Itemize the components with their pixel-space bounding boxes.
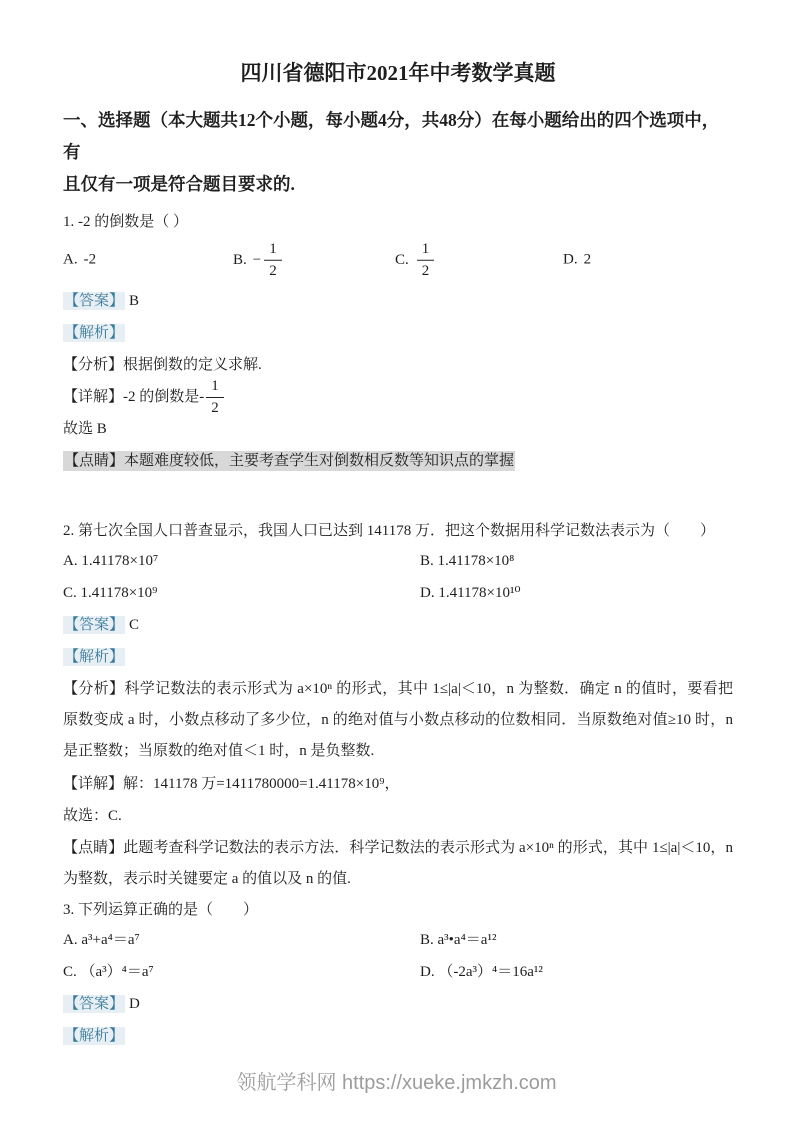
q2-dianjing: 【点睛】此题考查科学记数法的表示方法．科学记数法的表示形式为 a×10ⁿ 的形式，其中 1≤|a|＜10，n 为整数，表示时关键要定 a 的值以及 n 的值. <box>63 840 733 887</box>
jiexi-tag: 【解析】 <box>64 325 125 341</box>
q1-option-d <box>563 252 591 269</box>
q1-option-a-label: A. <box>63 251 78 268</box>
fraction-numerator: 1 <box>264 240 282 261</box>
q3-option-a: A. a³+a⁴＝a⁷ <box>63 932 140 948</box>
fraction-denominator: 2 <box>421 262 430 279</box>
q3-option-b: B. a³•a⁴＝a¹² <box>420 932 497 948</box>
q1-guxuan: 故选 B <box>63 421 107 437</box>
q2-guxuan: 故选：C. <box>63 808 122 824</box>
fraction-denominator: 2 <box>211 400 219 417</box>
answer-tag: 【答案】 <box>64 617 125 633</box>
fraction-numerator: 1 <box>206 377 224 398</box>
q1-options <box>63 237 733 283</box>
jiexi-tag: 【解析】 <box>64 649 125 665</box>
fraction <box>206 377 224 418</box>
q1-xiangjie-text: 【详解】-2 的倒数是- <box>63 389 205 405</box>
page-content <box>63 58 733 1053</box>
section-header-line1: 一、选择题（本大题共12个小题，每小题4分，共48分）在每小题给出的四个选项中，有 <box>63 110 720 162</box>
minus-sign: − <box>252 251 262 268</box>
q2-option-d: D. 1.41178×10¹⁰ <box>420 585 521 601</box>
q3-answer-line <box>63 989 733 1019</box>
q2-options-row2 <box>63 578 733 608</box>
q3-options-row1 <box>63 925 733 955</box>
q1-dianjing-highlight: 【点睛】本题难度较低，主要考查学生对倒数相反数等知识点的掌握 <box>64 453 515 469</box>
q1-fenxi: 【分析】根据倒数的定义求解. <box>63 357 262 373</box>
q2-answer-value: C <box>129 617 140 633</box>
q3-options-row2 <box>63 957 733 987</box>
q2-options-row1 <box>63 546 733 576</box>
q1-stem: 1. -2 的倒数是（ ） <box>63 214 188 230</box>
q1-option-c <box>395 240 436 279</box>
q1-dianjing <box>63 446 733 476</box>
q1-xiangjie <box>63 378 733 417</box>
answer-tag: 【答案】 <box>64 996 125 1012</box>
q3-option-c: C. （a³）⁴＝a⁷ <box>63 964 154 980</box>
q3-answer-value: D <box>129 996 140 1012</box>
q2-xiangjie: 【详解】解：141178 万=1411780000=1.41178×10⁹， <box>63 776 400 792</box>
section-header <box>63 104 733 200</box>
q1-option-a <box>63 252 96 269</box>
q3-stem: 3. 下列运算正确的是（ ） <box>63 902 259 918</box>
q1-option-b-label: B. <box>233 251 247 268</box>
page-title: 四川省德阳市2021年中考数学真题 <box>240 61 556 85</box>
q2-answer-line <box>63 610 733 640</box>
fraction-numerator: 1 <box>417 240 435 261</box>
q1-answer-value: B <box>129 293 140 309</box>
q2-fenxi: 【分析】科学记数法的表示形式为 a×10ⁿ 的形式，其中 1≤|a|＜10，n 为整数．确定 n 的值时，要看把原数变成 a 时，小数点移动了多少位，n 的绝对值与小数点移动的位数相同．当原数绝对值≥10 时，n 是正整数；当原数的绝对值＜1 时，n 是负整数. <box>63 681 733 759</box>
section-header-line2: 且仅有一项是符合题目要求的. <box>63 174 295 194</box>
q2-stem: 2. 第七次全国人口普查显示，我国人口已达到 141178 万．把这个数据用科学记数法表示为（ ） <box>63 523 715 539</box>
q1-answer-line <box>63 286 733 316</box>
fraction <box>417 240 435 281</box>
q1-option-d-value: 2 <box>583 251 592 268</box>
q1-option-d-label: D. <box>563 251 578 268</box>
answer-tag: 【答案】 <box>64 293 125 309</box>
q2-jiexi-line <box>63 642 733 672</box>
jiexi-tag: 【解析】 <box>64 1028 125 1044</box>
footer-watermark: 领航学科网 https://xueke.jmkzh.com <box>236 1072 557 1094</box>
fraction-denominator: 2 <box>269 262 277 279</box>
q2-option-b: B. 1.41178×10⁸ <box>420 553 515 569</box>
q2-option-a: A. 1.41178×10⁷ <box>63 553 159 569</box>
q1-option-c-label: C. <box>395 251 409 268</box>
q3-option-d: D. （-2a³）⁴＝16a¹² <box>420 964 543 980</box>
q1-jiexi-line <box>63 318 733 348</box>
q1-option-b <box>233 240 284 279</box>
q1-option-a-value: -2 <box>83 251 97 268</box>
q3-jiexi-line <box>63 1021 733 1051</box>
fraction <box>264 240 282 281</box>
q2-option-c: C. 1.41178×10⁹ <box>63 585 158 601</box>
